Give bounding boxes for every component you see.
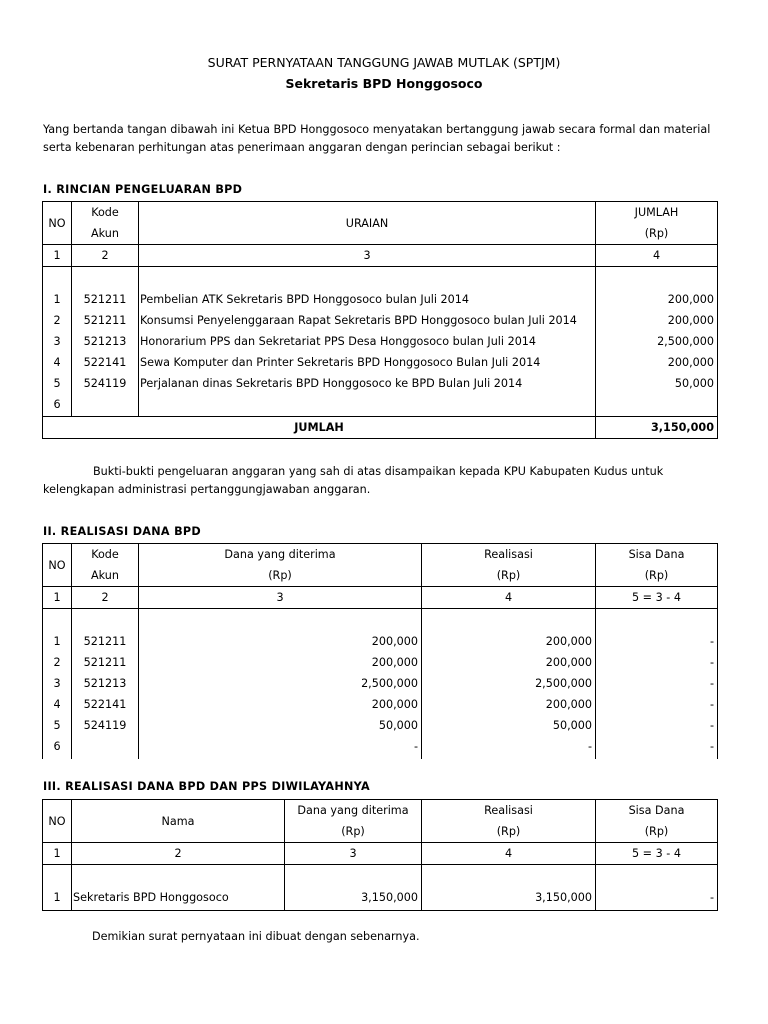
realization-table (42, 543, 718, 759)
total-label: JUMLAH (43, 417, 596, 439)
expense-no-column: 1 2 3 4 5 6 (43, 267, 72, 417)
expense-jumlah-column: 200,000 200,000 2,500,000 200,000 50,000 (596, 267, 718, 417)
note-line-1: Bukti-bukti pengeluaran anggaran yang sah di atas disampaikan kepada KPU Kabupaten Kudus untuk (93, 465, 664, 478)
document-title: SURAT PERNYATAAN TANGGUNG JAWAB MUTLAK (SPTJM) (207, 55, 561, 70)
document-subtitle: Sekretaris BPD Honggosoco (285, 76, 483, 91)
region-body-row: 1 Sekretaris BPD Honggosoco 3,150,000 3,150,000 - (43, 865, 718, 911)
header-jumlah: JUMLAH (Rp) (596, 202, 718, 245)
header-no: NO (43, 202, 72, 245)
intro-line-2: serta kebenaran perhitungan atas penerimaan anggaran dengan perincian sebagai berikut : (43, 141, 561, 154)
section-3-heading: III. REALISASI DANA BPD DAN PPS DIWILAYAHNYA (43, 780, 370, 793)
region-header-row: NO Nama Dana yang diterima (Rp) Realisasi (Rp) Sisa Dana (Rp) (43, 800, 718, 843)
region-numbering-row: 1 2 3 4 5 = 3 - 4 (43, 843, 718, 865)
expense-uraian-column: Pembelian ATK Sekretaris BPD Honggosoco bulan Juli 2014 Konsumsi Penyelenggaraan Rapat Sekretaris BPD Honggosoco bulan Juli 2014 Honorarium PPS dan Sekretariat PPS Desa Honggosoco bulan Juli 2014 Sewa Komputer dan Printer Sekretaris BPD Honggosoco Bulan Juli 2014 Perjalanan dinas Sekretaris BPD Honggosoco ke BPD Bulan Juli 2014 (139, 267, 596, 417)
intro-line-1: Yang bertanda tangan dibawah ini Ketua BPD Honggosoco menyatakan bertanggung jawab secara formal dan material (43, 123, 711, 136)
closing-statement: Demikian surat pernyataan ini dibuat dengan sebenarnya. (92, 930, 420, 943)
total-value: 3,150,000 (596, 417, 718, 439)
section-2-heading: II. REALISASI DANA BPD (43, 525, 201, 538)
intro-paragraph (43, 121, 733, 157)
realization-header-row: NO Kode Akun Dana yang diterima (Rp) Realisasi (Rp) Sisa Dana (Rp) (43, 544, 718, 587)
region-realization-table (42, 799, 718, 911)
realization-body: 1 2 3 4 5 6 521211 521211 521213 522141 524119 200,000 200,000 2,500,000 200,000 50,000 - 200,000 200,000 2,500,000 200,000 50,000 - - - - - - - (43, 609, 718, 759)
expense-numbering-row: 1 2 3 4 (43, 245, 718, 267)
expense-table (42, 201, 718, 439)
section-1-heading: I. RINCIAN PENGELUARAN BPD (43, 183, 243, 196)
expense-body (43, 267, 718, 417)
note-paragraph (43, 463, 733, 499)
header-uraian: URAIAN (139, 202, 596, 245)
realization-numbering-row: 1 2 3 4 5 = 3 - 4 (43, 587, 718, 609)
expense-header-row (43, 202, 718, 245)
expense-kode-column: 521211 521211 521213 522141 524119 (72, 267, 139, 417)
expense-total-row (43, 417, 718, 439)
header-kode-akun: Kode Akun (72, 202, 139, 245)
note-line-2: kelengkapan administrasi pertanggungjawaban anggaran. (43, 483, 371, 496)
